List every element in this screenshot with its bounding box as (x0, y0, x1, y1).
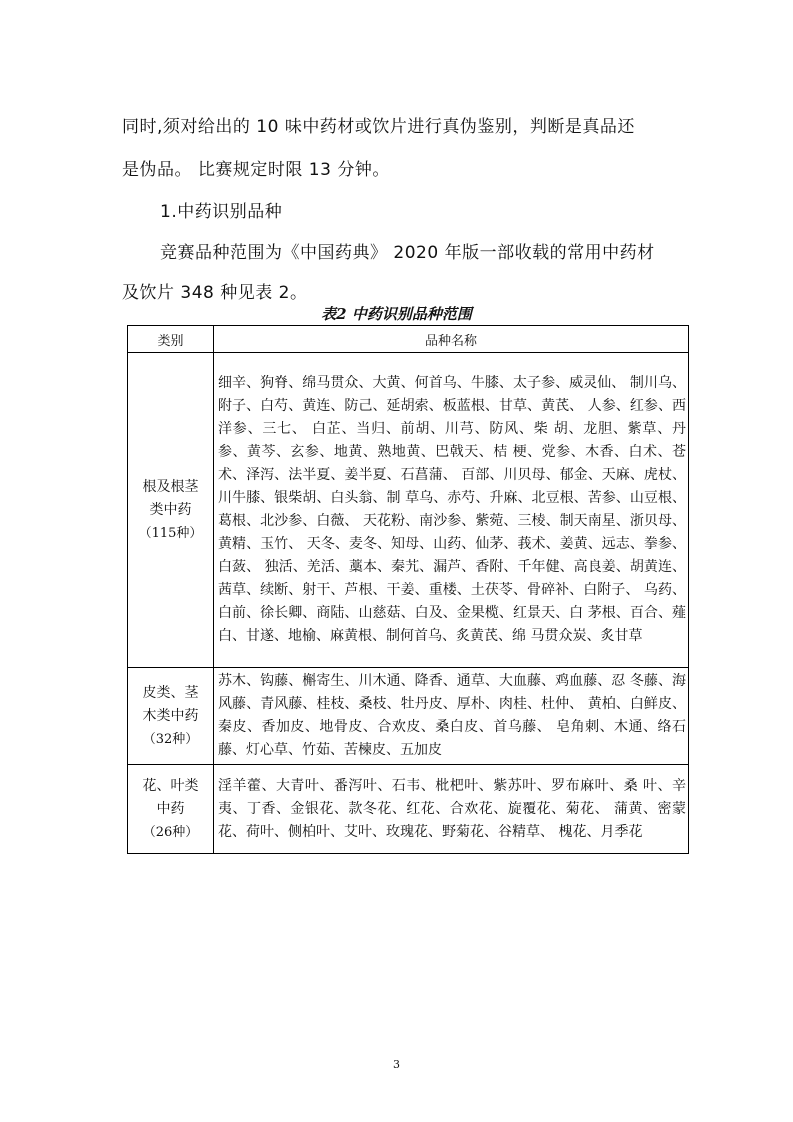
category-cell (128, 765, 214, 854)
paragraph-line-2: 是伪品。 比赛规定时限 13 分钟。 (122, 160, 390, 180)
category-name: 根及根茎类中药 (142, 478, 199, 518)
category-name: 皮类、茎木类中药 (142, 684, 199, 724)
category-count: （26种） (142, 824, 199, 840)
items-cell: 淫羊藿、大青叶、番泻叶、石韦、枇杷叶、紫苏叶、罗布麻叶、桑 叶、辛夷、丁香、金银花、款冬花、红花、合欢花、旋覆花、菊花、 蒲黄、密蒙花、荷叶、侧柏叶、艾叶、玫瑰花、野菊花、谷精草、 槐花、月季花 (214, 765, 689, 854)
table-row (128, 668, 689, 765)
paragraph-line-1: 同时,须对给出的 10 味中药材或饮片进行真伪鉴别，判断是真品还 (122, 117, 635, 137)
items-cell: 苏木、钩藤、槲寄生、川木通、降香、通草、大血藤、鸡血藤、忍 冬藤、海风藤、青风藤、桂枝、桑枝、牡丹皮、厚朴、肉桂、杜仲、 黄柏、白鲜皮、秦皮、香加皮、地骨皮、合欢皮、桑白皮、首乌藤、 皂角刺、木通、络石藤、灯心草、竹茹、苦楝皮、五加皮 (214, 668, 689, 765)
category-count: （32种） (142, 731, 199, 747)
section-heading: 1.中药识别品种 (160, 202, 283, 222)
items-cell: 细辛、狗脊、绵马贯众、大黄、何首乌、牛膝、太子参、威灵仙、 制川乌、附子、白芍、黄连、防己、延胡索、板蓝根、甘草、黄芪、 人参、红参、西洋参、三七、 白芷、当归、前胡、川芎、防风、柴 胡、龙胆、紫草、丹参、黄芩、玄参、地黄、熟地黄、巴戟天、桔 梗、党参、木香、白术、苍术、泽泻、法半夏、姜半夏、石菖蒲、 百部、川贝母、郁金、天麻、虎杖、川牛膝、银柴胡、白头翁、制 草乌、赤芍、升麻、北豆根、苦参、山豆根、葛根、北沙参、白薇、 天花粉、南沙参、紫菀、三棱、制天南星、浙贝母、黄精、玉竹、 天冬、麦冬、知母、山药、仙茅、莪术、姜黄、远志、拳参、白蔹、 独活、羌活、藁本、秦艽、漏芦、香附、千年健、高良姜、胡黄连、 茜草、续断、射干、芦根、干姜、重楼、土茯苓、骨碎补、白附子、 乌药、白前、徐长卿、商陆、山慈菇、白及、金果榄、红景天、白 茅根、百合、薤白、甘遂、地榆、麻黄根、制何首乌、炙黄芪、绵 马贯众炭、炙甘草 (214, 353, 689, 668)
table-row (128, 765, 689, 854)
table-caption: 表2 中药识别品种范围 (321, 305, 472, 323)
category-name: 花、叶类中药 (142, 777, 199, 817)
variety-table (127, 325, 689, 854)
category-cell (128, 668, 214, 765)
table-header-row (128, 326, 689, 353)
page-number: 3 (393, 1058, 400, 1071)
category-cell (128, 353, 214, 668)
header-category: 类别 (128, 326, 214, 353)
paragraph-line-3: 竞赛品种范围为《中国药典》 2020 年版一部收载的常用中药材 (160, 243, 655, 263)
category-count: （115种） (138, 525, 203, 541)
header-varieties: 品种名称 (214, 326, 689, 353)
table-row (128, 353, 689, 668)
paragraph-line-4: 及饮片 348 种见表 2。 (122, 283, 308, 303)
